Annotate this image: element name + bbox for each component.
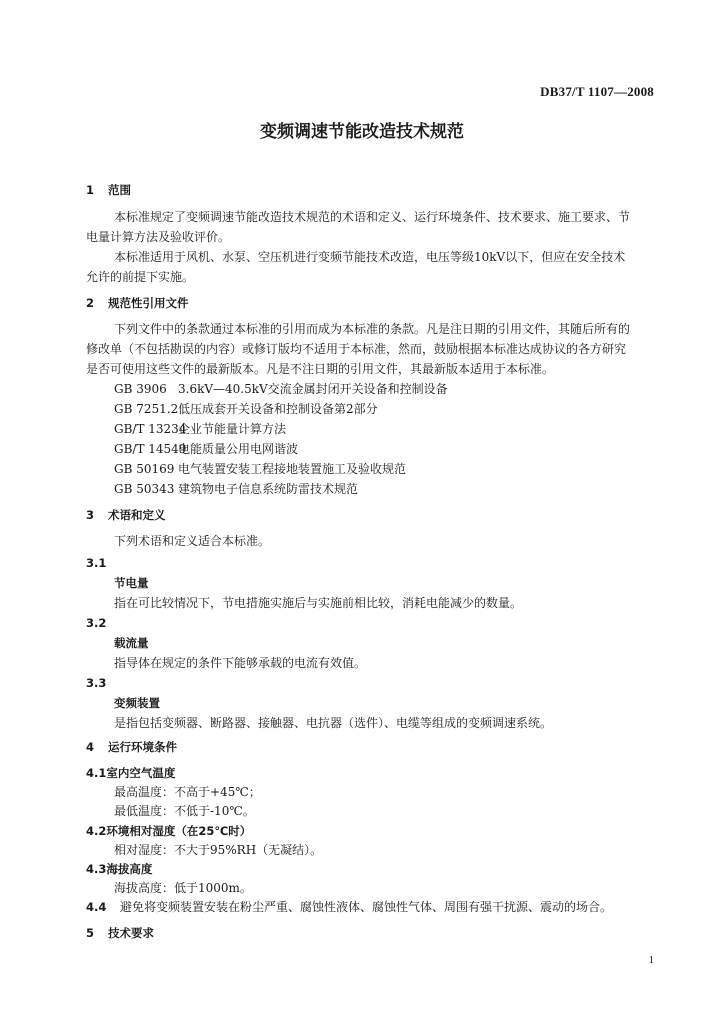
term-number: 3.1 (86, 556, 107, 570)
term-number: 3.3 (86, 676, 107, 690)
term-definition: 指在可比较情况下，节电措施实施后与实施前相比较，消耗电能减少的数量。 (114, 596, 523, 610)
paragraph-line: 相对湿度：不大于95%RH（无凝结）。 (114, 843, 323, 857)
paragraph-line: 下列术语和定义适合本标准。 (114, 534, 271, 548)
section-heading-5: 5 技术要求 (86, 926, 154, 940)
reference-item: GB 7251.2低压成套开关设备和控制设备第2部分 (114, 402, 378, 416)
paragraph-line: 允许的前提下实施。 (86, 270, 195, 284)
section-heading-4: 4 运行环境条件 (86, 740, 177, 754)
paragraph-line: 修改单（不包括勘误的内容）或修订版均不适用于本标准，然而，鼓励根据本标准达成协议的各方研究 (86, 342, 627, 356)
section-heading-2: 2 规范性引用文件 (86, 296, 189, 310)
subsection-heading: 4.2环境相对湿度（在25℃时） (86, 824, 252, 838)
reference-item: GB 3906 3.6kV—40.5kV交流金属封闭开关设备和控制设备 (114, 382, 448, 396)
paragraph-line: 最低温度：不低于-10℃。 (114, 804, 255, 818)
term-name: 节电量 (114, 576, 149, 590)
section-heading-3: 3 术语和定义 (86, 508, 166, 522)
reference-item: GB 50169 电气装置安装工程接地装置施工及验收规范 (114, 462, 407, 476)
standard-code: DB37/T 1107—2008 (540, 84, 654, 99)
subsection-line: 4.4 避免将变频装置安装在粉尘严重、腐蚀性液体、腐蚀性气体、周围有强干扰源、震动的场合。 (86, 900, 613, 914)
paragraph-line: 海拔高度：低于1000m。 (114, 881, 252, 895)
section-heading-1: 1 范围 (86, 183, 131, 197)
paragraph-line: 电量计算方法及验收评价。 (86, 230, 231, 244)
subsection-heading: 4.3海拔高度 (86, 862, 153, 876)
page-number: 1 (648, 954, 654, 966)
paragraph-line: 最高温度：不高于+45℃； (114, 785, 261, 799)
term-name: 变频装置 (114, 696, 160, 710)
term-definition: 指导体在规定的条件下能够承载的电流有效值。 (114, 656, 367, 670)
reference-item: GB/T 13234企业节能量计算方法 (114, 422, 287, 436)
document-title: 变频调速节能改造技术规范 (260, 122, 464, 142)
paragraph-line: 本标准适用于风机、水泵、空压机进行变频节能技术改造，电压等级10kV以下，但应在安全技术 (114, 250, 626, 264)
reference-item: GB/T 14549电能质量公用电网谐波 (114, 442, 299, 456)
term-number: 3.2 (86, 616, 107, 630)
term-name: 载流量 (114, 636, 149, 650)
paragraph-line: 本标准规定了变频调速节能改造技术规范的术语和定义、运行环境条件、技术要求、施工要求、节 (114, 210, 631, 224)
paragraph-line: 是否可使用这些文件的最新版本。凡是不注日期的引用文件，其最新版本适用于本标准。 (86, 362, 555, 376)
subsection-heading: 4.1室内空气温度 (86, 766, 176, 780)
reference-item: GB 50343 建筑物电子信息系统防雷技术规范 (114, 482, 359, 496)
term-definition: 是指包括变频器、断路器、接触器、电抗器（选件）、电缆等组成的变频调速系统。 (114, 716, 553, 730)
paragraph-line: 下列文件中的条款通过本标准的引用而成为本标准的条款。凡是注日期的引用文件，其随后所有的 (114, 322, 631, 336)
